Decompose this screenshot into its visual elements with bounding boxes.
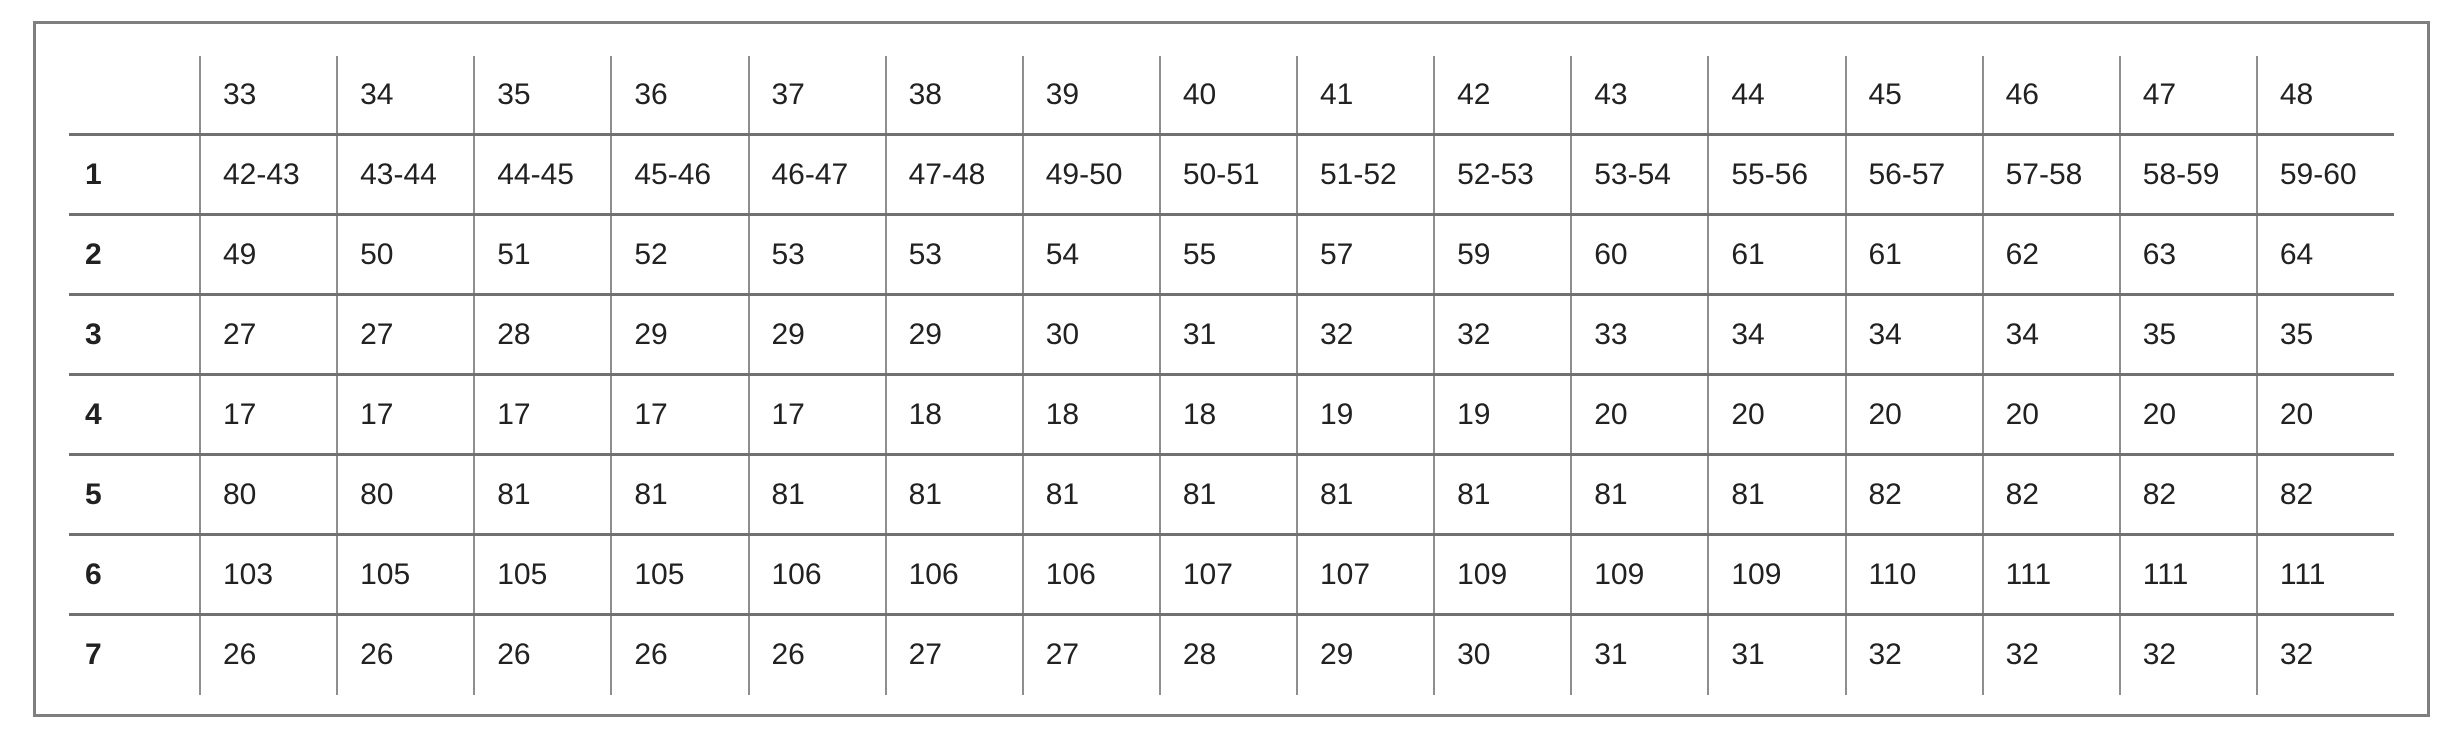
table-cell: 82 [2120,455,2257,535]
table-cell: 103 [200,535,337,615]
table-cell: 20 [2120,375,2257,455]
table-cell: 81 [474,455,611,535]
table-cell: 19 [1297,375,1434,455]
column-header: 40 [1160,56,1297,135]
table-row [69,135,2394,215]
table-cell: 26 [474,615,611,695]
table-cell: 50-51 [1160,135,1297,215]
table-cell: 26 [749,615,886,695]
table-cell: 82 [1846,455,1983,535]
column-header: 34 [337,56,474,135]
table-cell: 45-46 [611,135,748,215]
table-cell: 107 [1297,535,1434,615]
table-cell: 50 [337,215,474,295]
table-cell: 82 [1983,455,2120,535]
table-cell: 20 [1571,375,1708,455]
column-header: 44 [1708,56,1845,135]
table-cell: 57-58 [1983,135,2120,215]
table-row [69,615,2394,695]
table-cell: 27 [200,295,337,375]
table-cell: 53 [749,215,886,295]
column-header: 33 [200,56,337,135]
column-header: 39 [1023,56,1160,135]
table-cell: 17 [749,375,886,455]
table-row [69,455,2394,535]
table-cell: 61 [1846,215,1983,295]
column-header: 47 [2120,56,2257,135]
table-cell: 27 [1023,615,1160,695]
table-cell: 55 [1160,215,1297,295]
table-header [69,56,2394,135]
table-cell: 34 [1983,295,2120,375]
row-label: 6 [69,535,200,615]
column-header: 41 [1297,56,1434,135]
size-chart-table [69,56,2394,695]
table-cell: 81 [886,455,1023,535]
table-cell: 29 [749,295,886,375]
table-cell: 29 [611,295,748,375]
table-cell: 20 [1983,375,2120,455]
column-header: 35 [474,56,611,135]
table-cell: 57 [1297,215,1434,295]
table-row [69,535,2394,615]
table-cell: 32 [2120,615,2257,695]
table-cell: 28 [1160,615,1297,695]
table-cell: 105 [474,535,611,615]
table-cell: 34 [1708,295,1845,375]
table-row [69,295,2394,375]
table-cell: 20 [1846,375,1983,455]
table-cell: 49 [200,215,337,295]
table-cell: 31 [1571,615,1708,695]
table-cell: 26 [337,615,474,695]
table-cell: 106 [749,535,886,615]
table-cell: 53 [886,215,1023,295]
column-header: 43 [1571,56,1708,135]
table-cell: 109 [1571,535,1708,615]
table-cell: 58-59 [2120,135,2257,215]
table-cell: 26 [200,615,337,695]
table-cell: 56-57 [1846,135,1983,215]
corner-cell [69,56,200,135]
table-cell: 42-43 [200,135,337,215]
table-cell: 34 [1846,295,1983,375]
table-cell: 20 [2257,375,2394,455]
row-label: 7 [69,615,200,695]
column-header: 38 [886,56,1023,135]
table-cell: 29 [1297,615,1434,695]
table-cell: 19 [1434,375,1571,455]
row-label: 5 [69,455,200,535]
table-cell: 81 [1708,455,1845,535]
table-cell: 17 [611,375,748,455]
table-cell: 18 [1023,375,1160,455]
table-row [69,375,2394,455]
row-label: 2 [69,215,200,295]
table-cell: 29 [886,295,1023,375]
table-cell: 81 [1297,455,1434,535]
table-cell: 30 [1434,615,1571,695]
table-cell: 17 [337,375,474,455]
table-cell: 32 [1297,295,1434,375]
column-header: 36 [611,56,748,135]
table-cell: 18 [1160,375,1297,455]
table-cell: 55-56 [1708,135,1845,215]
table-cell: 81 [1571,455,1708,535]
column-header: 45 [1846,56,1983,135]
table-cell: 111 [1983,535,2120,615]
table-cell: 109 [1708,535,1845,615]
table-cell: 17 [200,375,337,455]
table-cell: 53-54 [1571,135,1708,215]
table-cell: 32 [2257,615,2394,695]
table-body [69,135,2394,695]
table-cell: 32 [1983,615,2120,695]
table-cell: 32 [1846,615,1983,695]
table-cell: 61 [1708,215,1845,295]
table-cell: 43-44 [337,135,474,215]
table-cell: 64 [2257,215,2394,295]
column-header: 37 [749,56,886,135]
table-cell: 82 [2257,455,2394,535]
table-cell: 81 [611,455,748,535]
table-cell: 81 [1160,455,1297,535]
table-cell: 54 [1023,215,1160,295]
table-cell: 106 [886,535,1023,615]
table-cell: 52-53 [1434,135,1571,215]
table-cell: 35 [2257,295,2394,375]
table-cell: 47-48 [886,135,1023,215]
table-cell: 27 [886,615,1023,695]
table-cell: 51 [474,215,611,295]
table-cell: 80 [200,455,337,535]
row-label: 1 [69,135,200,215]
table-cell: 32 [1434,295,1571,375]
header-row [69,56,2394,135]
table-row [69,215,2394,295]
table-cell: 60 [1571,215,1708,295]
table-cell: 31 [1160,295,1297,375]
table-cell: 51-52 [1297,135,1434,215]
table-cell: 49-50 [1023,135,1160,215]
table-cell: 30 [1023,295,1160,375]
table-cell: 28 [474,295,611,375]
table-outer-frame [33,21,2430,717]
table-cell: 111 [2257,535,2394,615]
table-cell: 31 [1708,615,1845,695]
table-cell: 52 [611,215,748,295]
column-header: 48 [2257,56,2394,135]
table-cell: 27 [337,295,474,375]
table-cell: 26 [611,615,748,695]
table-cell: 59-60 [2257,135,2394,215]
column-header: 46 [1983,56,2120,135]
table-cell: 105 [611,535,748,615]
table-cell: 109 [1434,535,1571,615]
table-cell: 105 [337,535,474,615]
table-cell: 18 [886,375,1023,455]
table-cell: 81 [1023,455,1160,535]
table-cell: 62 [1983,215,2120,295]
table-cell: 80 [337,455,474,535]
table-cell: 81 [1434,455,1571,535]
table-cell: 107 [1160,535,1297,615]
table-cell: 35 [2120,295,2257,375]
table-cell: 106 [1023,535,1160,615]
table-cell: 63 [2120,215,2257,295]
table-cell: 59 [1434,215,1571,295]
table-cell: 17 [474,375,611,455]
table-cell: 20 [1708,375,1845,455]
table-cell: 44-45 [474,135,611,215]
row-label: 3 [69,295,200,375]
row-label: 4 [69,375,200,455]
table-cell: 46-47 [749,135,886,215]
table-cell: 111 [2120,535,2257,615]
table-cell: 33 [1571,295,1708,375]
column-header: 42 [1434,56,1571,135]
table-cell: 81 [749,455,886,535]
table-cell: 110 [1846,535,1983,615]
